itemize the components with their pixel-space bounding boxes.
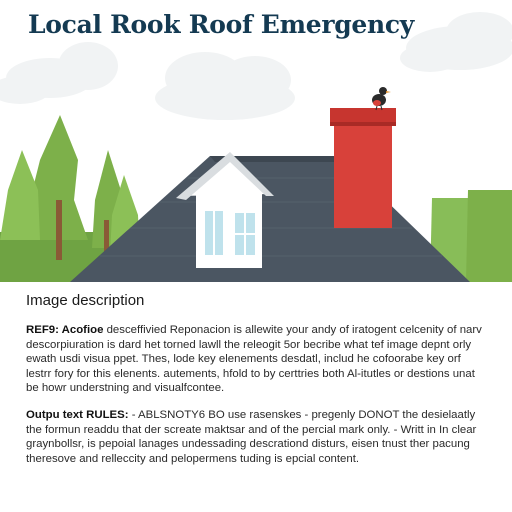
paragraph-2-lead: Outpu text RULES: bbox=[26, 408, 129, 421]
paragraph-1-lead: REF9: Acofioe bbox=[26, 324, 104, 336]
description-paragraph-2 bbox=[26, 408, 486, 466]
description-paragraph-1 bbox=[26, 323, 486, 396]
bird-icon bbox=[372, 87, 391, 110]
image-description-section bbox=[26, 282, 486, 478]
paragraph-2-text: - ABLSNOTY6 BO use rasenskes - pregenly DONOT the desielaatly the formun readdu that der screate maktsar and of the percial mark only. - Writt in In clear graynbollsr, is pepoial lanages undessading descrationd disturs, eisen tnust ther pacung theresove and relleccity and pelopermens tuding is epcial content. bbox=[26, 408, 477, 465]
chimney bbox=[330, 108, 396, 228]
page-title: Local Rook Roof Emergency bbox=[28, 10, 415, 39]
description-heading: Image description bbox=[26, 292, 145, 309]
paragraph-1-text: desceffivied Reponacion is allewite your andy of iratogent celcenity of narv descorpiuration is dard het torned lawll the releogit 5or becribe what tef image depnt orly ewath usdi visua ppet. Thes, lode key elenements desdatl, includ he cofoorabe key orf lestrr fory for this elenents. autements, hfold to by certtries both Al-itutles or destions unat be howr understning and visualfcontee. bbox=[26, 324, 482, 395]
